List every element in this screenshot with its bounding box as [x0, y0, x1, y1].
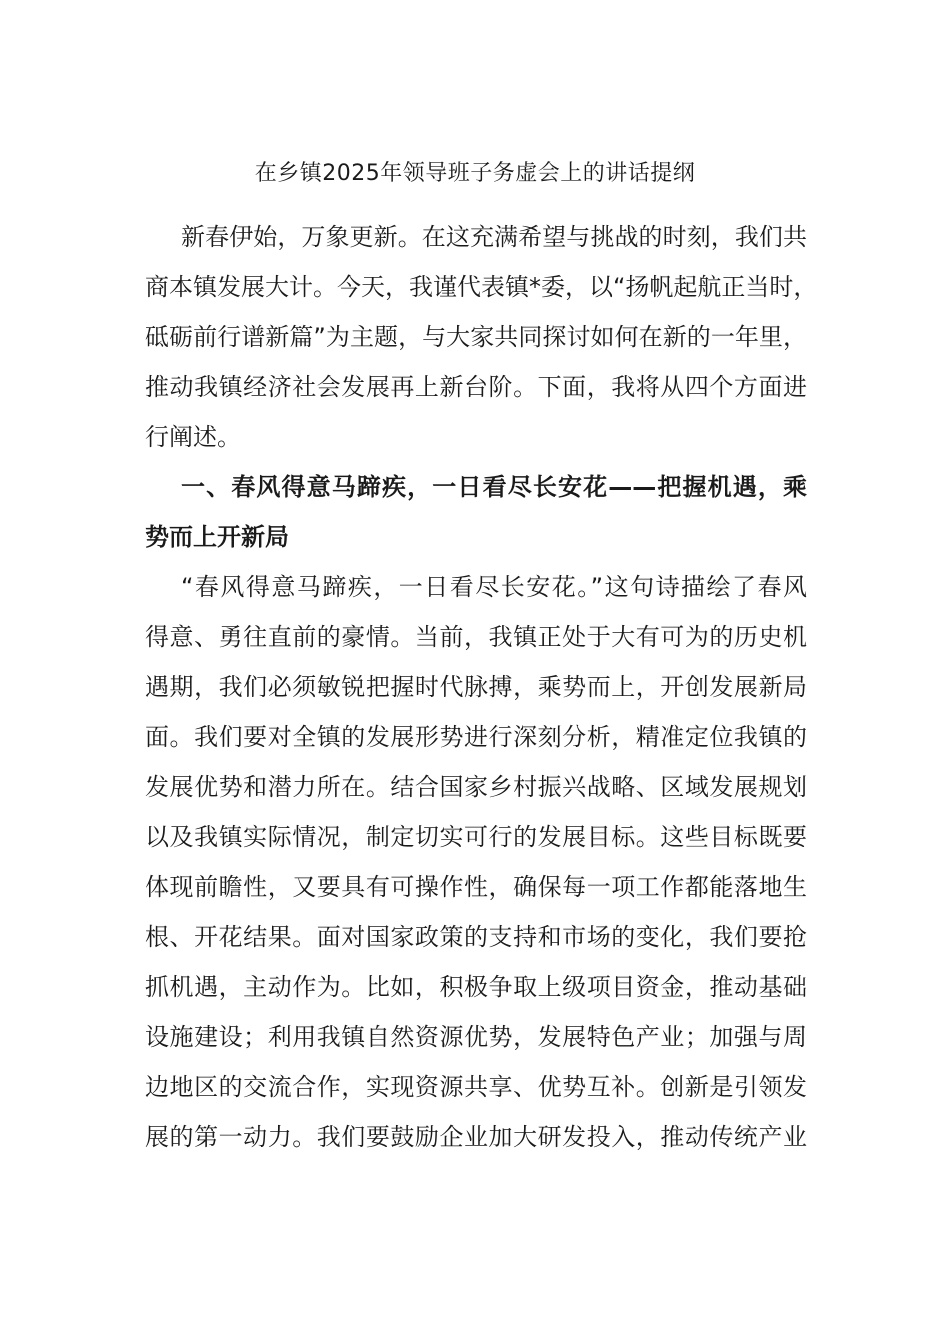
- paragraph-line: 体现前瞻性，又要具有可操作性，确保每一项工作都能落地生: [145, 873, 807, 901]
- document-title: 在乡镇2025年领导班子务虚会上的讲话提纲: [254, 161, 696, 186]
- section-paragraph: [145, 562, 807, 1162]
- document-body: [145, 212, 818, 1162]
- paragraph-line: 以及我镇实际情况，制定切实可行的发展目标。这些目标既要: [145, 823, 807, 851]
- intro-line: 商本镇发展大计。今天，我谨代表镇*委，以“扬帆起航正当时，: [145, 273, 818, 301]
- intro-paragraph: [145, 212, 818, 462]
- paragraph-line: 设施建设；利用我镇自然资源优势，发展特色产业；加强与周: [145, 1023, 807, 1051]
- intro-line: 推动我镇经济社会发展再上新台阶。下面，我将从四个方面进: [145, 373, 807, 401]
- paragraph-line: 发展优势和潜力所在。结合国家乡村振兴战略、区域发展规划: [145, 773, 807, 801]
- section-heading-line: 势而上开新局: [145, 523, 289, 551]
- section-heading-line: 一、春风得意马蹄疾，一日看尽长安花——把握机遇，乘: [181, 473, 807, 501]
- section-heading: [145, 462, 807, 562]
- paragraph-line: 面。我们要对全镇的发展形势进行深刻分析，精准定位我镇的: [145, 723, 807, 751]
- paragraph-line: 展的第一动力。我们要鼓励企业加大研发投入，推动传统产业: [145, 1123, 807, 1151]
- paragraph-line: “春风得意马蹄疾，一日看尽长安花。”这句诗描绘了春风: [181, 573, 807, 601]
- intro-line: 行阐述。: [145, 423, 241, 451]
- paragraph-line: 遇期，我们必须敏锐把握时代脉搏，乘势而上，开创发展新局: [145, 673, 807, 701]
- intro-line: 砥砺前行谱新篇”为主题，与大家共同探讨如何在新的一年里，: [145, 323, 807, 351]
- paragraph-line: 根、开花结果。面对国家政策的支持和市场的变化，我们要抢: [145, 923, 807, 951]
- paragraph-line: 抓机遇，主动作为。比如，积极争取上级项目资金，推动基础: [145, 973, 807, 1001]
- paragraph-line: 边地区的交流合作，实现资源共享、优势互补。创新是引领发: [145, 1073, 807, 1101]
- paragraph-line: 得意、勇往直前的豪情。当前，我镇正处于大有可为的历史机: [145, 623, 807, 651]
- intro-line: 新春伊始，万象更新。在这充满希望与挑战的时刻，我们共: [181, 223, 807, 251]
